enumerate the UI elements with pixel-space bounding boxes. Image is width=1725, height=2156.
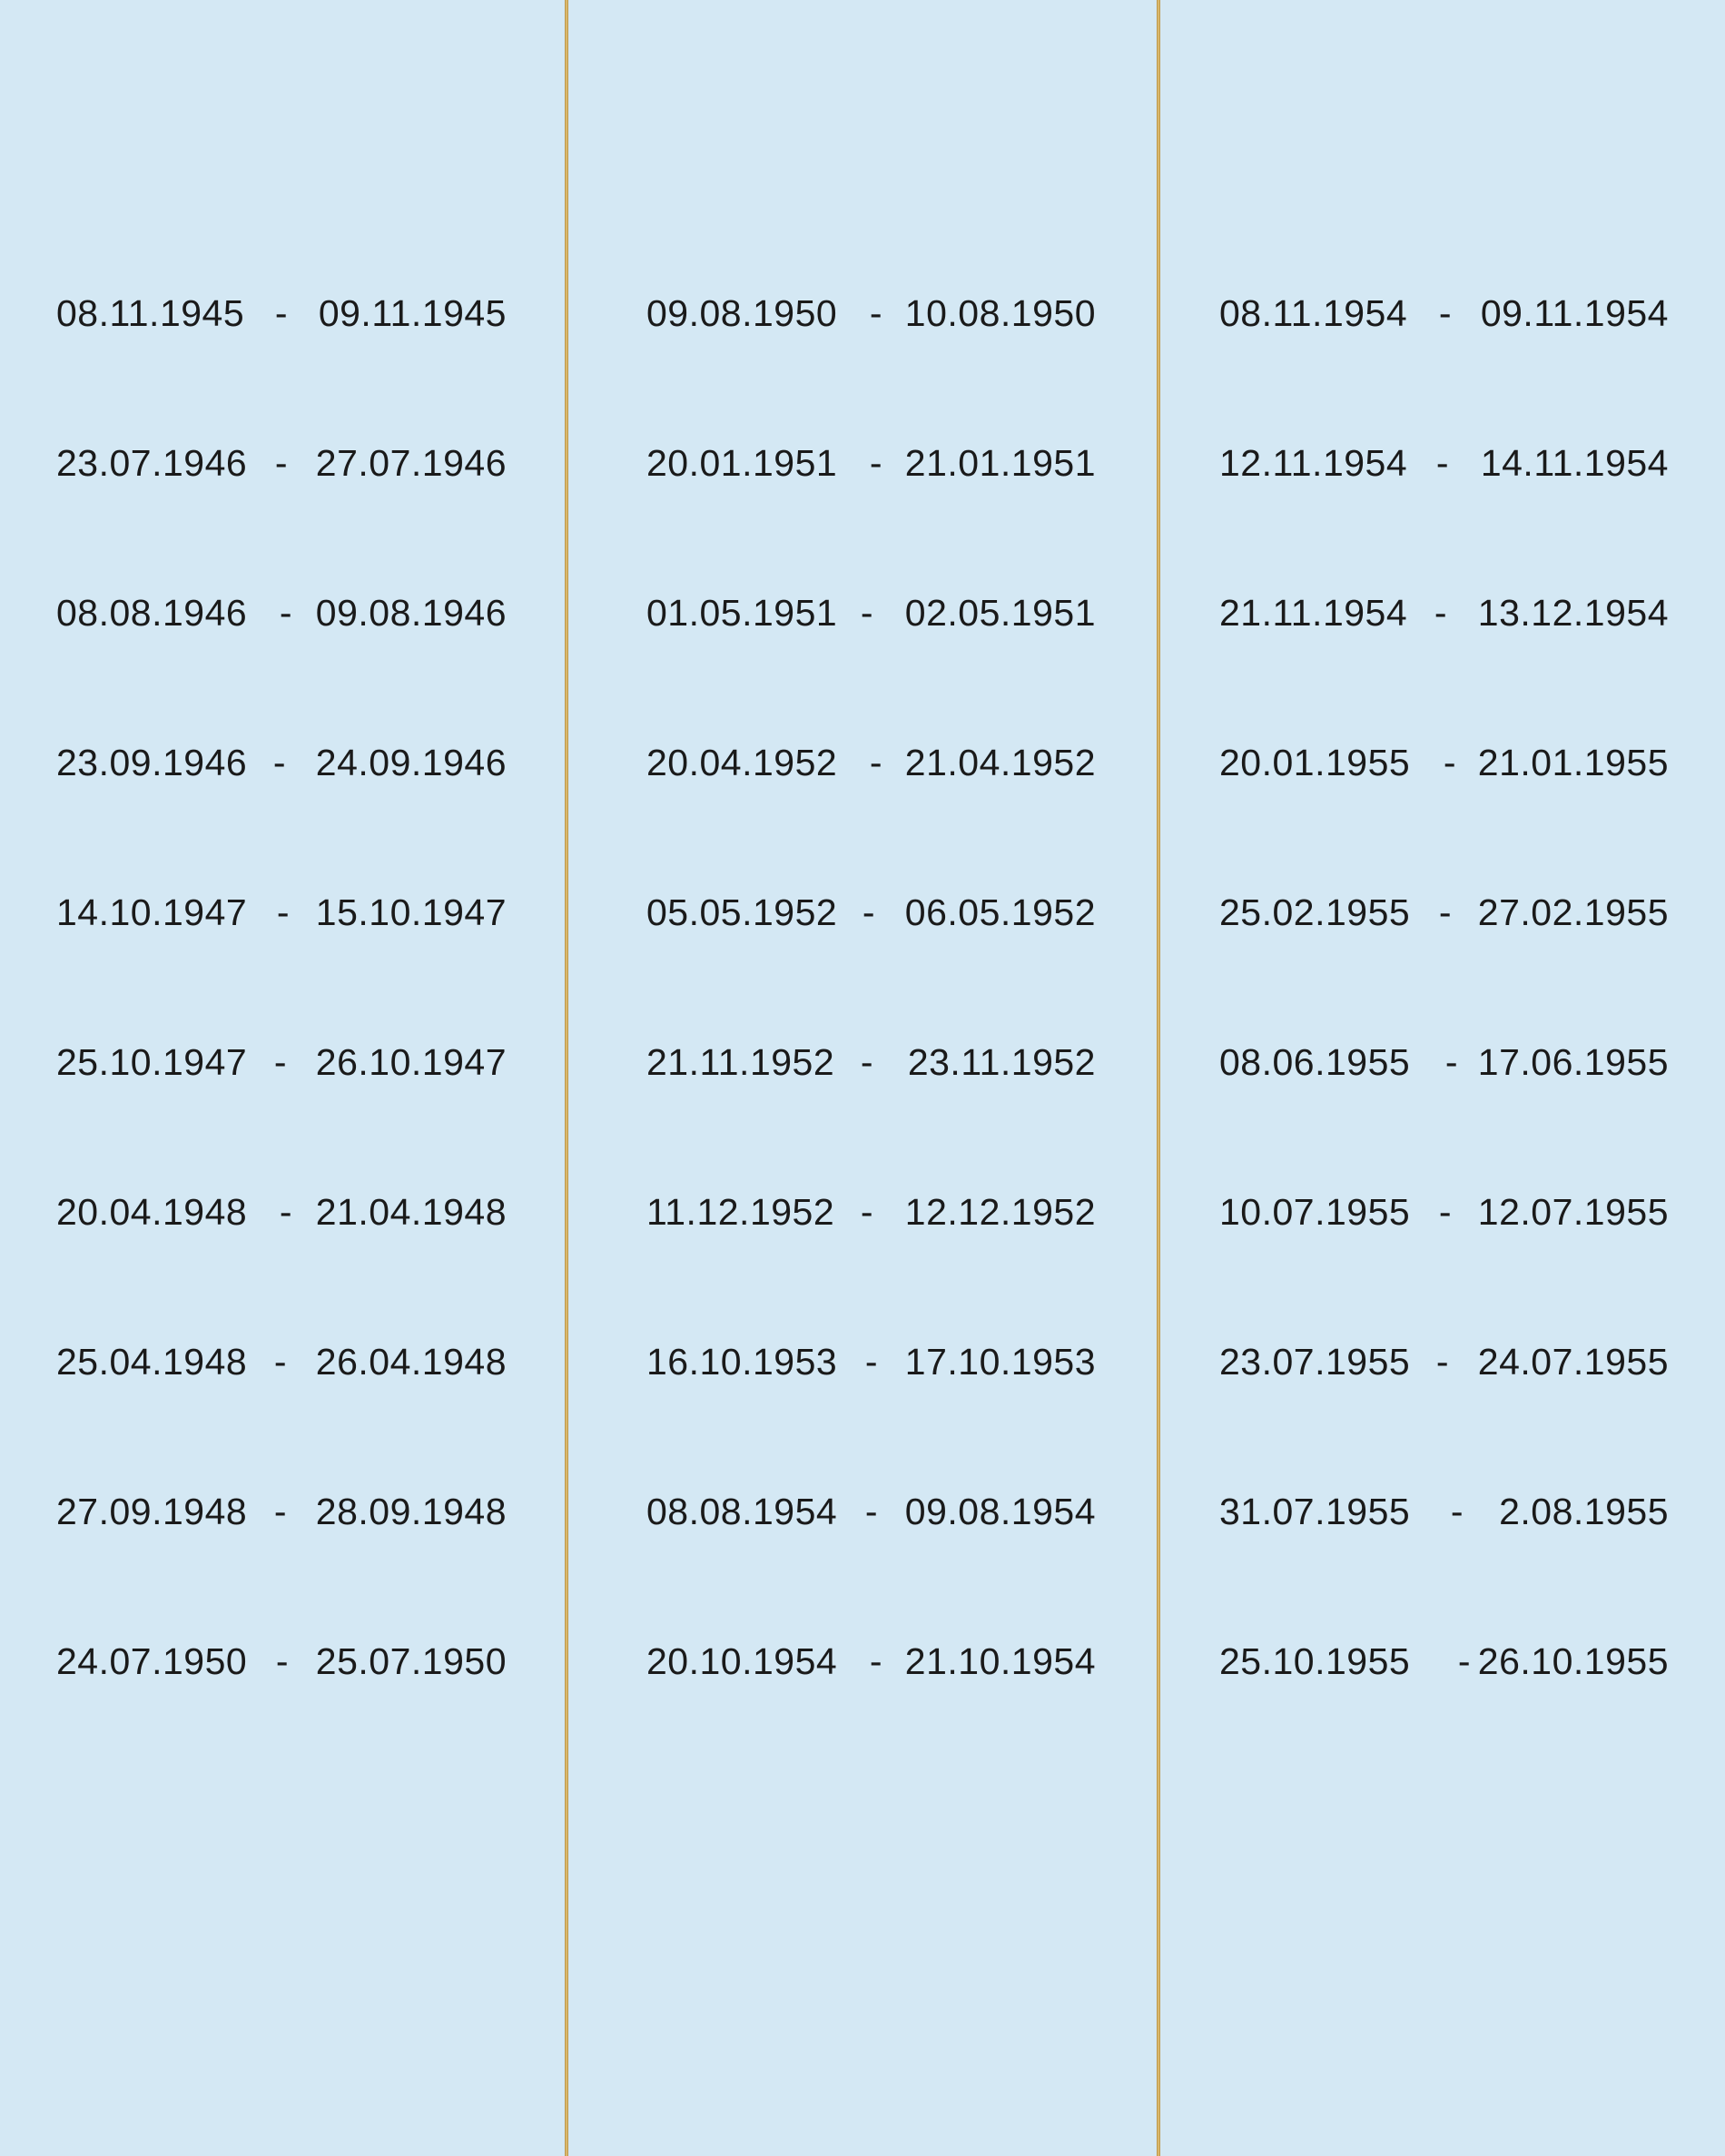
end-date: 21.10.1954 bbox=[904, 1640, 1096, 1682]
range-separator: - bbox=[1444, 1041, 1459, 1083]
start-date: 21.11.1952 bbox=[646, 1041, 835, 1083]
range-separator: - bbox=[274, 442, 289, 484]
start-date: 08.06.1955 bbox=[1219, 1041, 1411, 1083]
end-date: 13.12.1954 bbox=[1477, 592, 1669, 634]
range-separator: - bbox=[279, 1191, 293, 1233]
range-separator: - bbox=[862, 891, 876, 933]
start-date: 20.10.1954 bbox=[646, 1640, 838, 1682]
date-range-row bbox=[56, 586, 507, 640]
date-range-row bbox=[646, 286, 1096, 340]
range-separator: - bbox=[1438, 1191, 1453, 1233]
date-range-row bbox=[646, 885, 1096, 940]
date-range-row bbox=[56, 1334, 507, 1389]
date-range-row bbox=[646, 1035, 1096, 1089]
column-divider-left bbox=[565, 0, 568, 2156]
range-separator: - bbox=[860, 1041, 874, 1083]
end-date: 10.08.1950 bbox=[904, 292, 1096, 334]
date-range-row bbox=[1219, 885, 1669, 940]
date-range-row bbox=[1219, 1035, 1669, 1089]
end-date: 21.04.1952 bbox=[904, 742, 1096, 783]
range-separator: - bbox=[869, 292, 883, 334]
range-separator: - bbox=[1438, 891, 1453, 933]
start-date: 20.01.1955 bbox=[1219, 742, 1411, 783]
end-date: 21.01.1955 bbox=[1477, 742, 1669, 783]
end-date: 14.11.1954 bbox=[1480, 442, 1669, 484]
end-date: 21.04.1948 bbox=[315, 1191, 507, 1233]
date-range-row bbox=[56, 1484, 507, 1539]
end-date: 21.01.1951 bbox=[904, 442, 1096, 484]
date-range-row bbox=[646, 1634, 1096, 1688]
range-separator: - bbox=[869, 1640, 883, 1682]
end-date: 06.05.1952 bbox=[904, 891, 1096, 933]
end-date: 26.04.1948 bbox=[315, 1341, 507, 1383]
date-range-row bbox=[56, 1035, 507, 1089]
start-date: 10.07.1955 bbox=[1219, 1191, 1411, 1233]
end-date: 12.07.1955 bbox=[1477, 1191, 1669, 1233]
end-date: 17.06.1955 bbox=[1477, 1041, 1669, 1083]
range-separator: - bbox=[860, 1191, 874, 1233]
start-date: 14.10.1947 bbox=[56, 891, 248, 933]
start-date: 20.01.1951 bbox=[646, 442, 838, 484]
date-range-row bbox=[56, 735, 507, 790]
date-range-row bbox=[1219, 1484, 1669, 1539]
start-date: 27.09.1948 bbox=[56, 1491, 248, 1532]
end-date: 15.10.1947 bbox=[315, 891, 507, 933]
start-date: 21.11.1954 bbox=[1219, 592, 1408, 634]
date-range-row bbox=[646, 1334, 1096, 1389]
start-date: 25.04.1948 bbox=[56, 1341, 248, 1383]
range-separator: - bbox=[273, 1041, 288, 1083]
start-date: 25.10.1947 bbox=[56, 1041, 248, 1083]
range-separator: - bbox=[273, 1491, 288, 1532]
date-range-row bbox=[56, 1634, 507, 1688]
start-date: 09.08.1950 bbox=[646, 292, 838, 334]
date-range-row bbox=[1219, 1185, 1669, 1239]
end-date: 09.08.1954 bbox=[904, 1491, 1096, 1532]
date-column-1 bbox=[56, 0, 507, 2156]
start-date: 16.10.1953 bbox=[646, 1341, 838, 1383]
end-date: 2.08.1955 bbox=[1499, 1491, 1669, 1532]
date-range-row bbox=[1219, 735, 1669, 790]
date-range-row bbox=[646, 1484, 1096, 1539]
date-column-2 bbox=[646, 0, 1096, 2156]
start-date: 08.08.1946 bbox=[56, 592, 248, 634]
date-range-row bbox=[646, 586, 1096, 640]
end-date: 12.12.1952 bbox=[904, 1191, 1096, 1233]
start-date: 08.08.1954 bbox=[646, 1491, 838, 1532]
date-range-row bbox=[1219, 1334, 1669, 1389]
start-date: 23.09.1946 bbox=[56, 742, 248, 783]
start-date: 23.07.1946 bbox=[56, 442, 248, 484]
date-range-row bbox=[646, 735, 1096, 790]
date-range-row bbox=[56, 885, 507, 940]
column-divider-right bbox=[1157, 0, 1160, 2156]
start-date: 25.02.1955 bbox=[1219, 891, 1411, 933]
range-separator: - bbox=[1443, 742, 1457, 783]
start-date: 20.04.1948 bbox=[56, 1191, 248, 1233]
start-date: 20.04.1952 bbox=[646, 742, 838, 783]
end-date: 24.09.1946 bbox=[315, 742, 507, 783]
range-separator: - bbox=[1450, 1491, 1464, 1532]
range-separator: - bbox=[279, 592, 293, 634]
end-date: 25.07.1950 bbox=[315, 1640, 507, 1682]
start-date: 31.07.1955 bbox=[1219, 1491, 1411, 1532]
start-date: 08.11.1945 bbox=[56, 292, 245, 334]
date-range-row bbox=[1219, 586, 1669, 640]
date-range-row bbox=[1219, 286, 1669, 340]
range-separator: - bbox=[1457, 1640, 1472, 1682]
start-date: 01.05.1951 bbox=[646, 592, 838, 634]
date-range-row bbox=[646, 1185, 1096, 1239]
start-date: 24.07.1950 bbox=[56, 1640, 248, 1682]
end-date: 27.02.1955 bbox=[1477, 891, 1669, 933]
date-range-row bbox=[56, 1185, 507, 1239]
end-date: 28.09.1948 bbox=[315, 1491, 507, 1532]
date-column-3 bbox=[1219, 0, 1669, 2156]
start-date: 12.11.1954 bbox=[1219, 442, 1408, 484]
start-date: 23.07.1955 bbox=[1219, 1341, 1411, 1383]
end-date: 09.08.1946 bbox=[315, 592, 507, 634]
end-date: 24.07.1955 bbox=[1477, 1341, 1669, 1383]
range-separator: - bbox=[1435, 442, 1450, 484]
end-date: 26.10.1955 bbox=[1477, 1640, 1669, 1682]
range-separator: - bbox=[864, 1491, 879, 1532]
range-separator: - bbox=[1435, 1341, 1450, 1383]
range-separator: - bbox=[869, 442, 883, 484]
date-range-row bbox=[56, 436, 507, 490]
range-separator: - bbox=[273, 1341, 288, 1383]
start-date: 05.05.1952 bbox=[646, 891, 838, 933]
start-date: 11.12.1952 bbox=[646, 1191, 835, 1233]
range-separator: - bbox=[275, 1640, 290, 1682]
end-date: 09.11.1945 bbox=[318, 292, 507, 334]
range-separator: - bbox=[864, 1341, 879, 1383]
end-date: 02.05.1951 bbox=[904, 592, 1096, 634]
date-range-row bbox=[646, 436, 1096, 490]
end-date: 17.10.1953 bbox=[904, 1341, 1096, 1383]
end-date: 23.11.1952 bbox=[907, 1041, 1096, 1083]
range-separator: - bbox=[272, 742, 287, 783]
start-date: 25.10.1955 bbox=[1219, 1640, 1411, 1682]
date-range-row bbox=[56, 286, 507, 340]
range-separator: - bbox=[1434, 592, 1448, 634]
date-range-row bbox=[1219, 436, 1669, 490]
date-range-row bbox=[1219, 1634, 1669, 1688]
range-separator: - bbox=[1438, 292, 1453, 334]
range-separator: - bbox=[276, 891, 291, 933]
end-date: 26.10.1947 bbox=[315, 1041, 507, 1083]
range-separator: - bbox=[860, 592, 874, 634]
start-date: 08.11.1954 bbox=[1219, 292, 1408, 334]
range-separator: - bbox=[274, 292, 289, 334]
end-date: 27.07.1946 bbox=[315, 442, 507, 484]
end-date: 09.11.1954 bbox=[1480, 292, 1669, 334]
range-separator: - bbox=[869, 742, 883, 783]
